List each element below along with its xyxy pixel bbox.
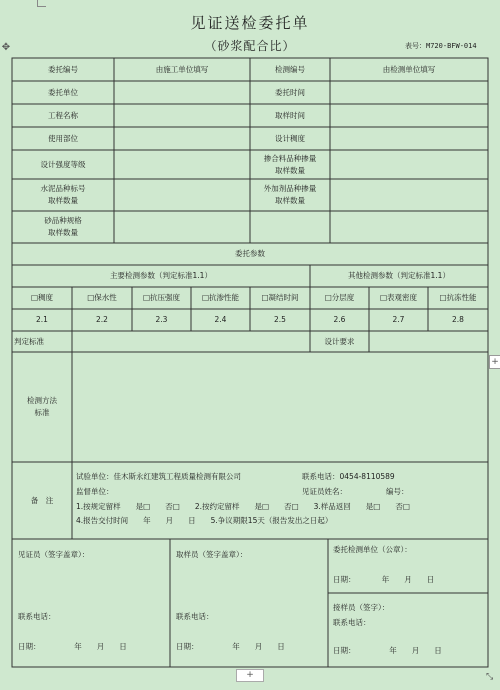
form-subtitle: （砂浆配合比）: [204, 39, 296, 53]
param-code: 2.8: [452, 315, 464, 324]
add-row-plus-icon[interactable]: +: [489, 355, 500, 369]
label-additive-group: [250, 179, 330, 211]
label-cement-sample-qty: 取样数量: [48, 196, 78, 205]
label-test-method: [12, 352, 72, 462]
main-params-group: 主要检测参数（判定标准1.1）: [110, 271, 212, 280]
field-additive[interactable]: [330, 179, 488, 211]
param-checkbox-compressive-strength[interactable]: □抗压强度: [142, 293, 181, 302]
field-criteria[interactable]: [72, 331, 310, 352]
table-move-handle-icon[interactable]: ✥: [1, 42, 11, 53]
label-design-requirement: 设计要求: [324, 336, 355, 346]
notes-witness-no: 编号：: [386, 487, 409, 496]
field-client-unit[interactable]: [114, 81, 250, 104]
param-code: 2.5: [274, 315, 286, 324]
params-heading: 委托参数: [235, 249, 265, 258]
sig-witness-label: 见证员（签字盖章）：: [18, 550, 90, 559]
label-admixture-sample-qty: 取样数量: [275, 165, 305, 175]
label-commission-no: 委托编号: [48, 64, 78, 74]
sig-sampler-phone: 联系电话：: [176, 612, 214, 621]
label-additive-type: 外加剂品种掺量: [263, 184, 317, 193]
sig-client-date: 日期： 年 月 日: [333, 575, 435, 584]
form-title: 见证送检委托单: [190, 14, 310, 32]
param-checkbox-frost-resistance[interactable]: □抗冻性能: [439, 293, 477, 302]
label-sand-group: [12, 211, 114, 243]
notes-lab-name: 试验单位：佳木斯永红建筑工程质量检测有限公司: [76, 472, 241, 481]
field-commission-time[interactable]: [330, 81, 488, 104]
sig-receiver-phone: 联系电话：: [333, 618, 371, 627]
label-sand-sample-qty: 取样数量: [48, 228, 78, 237]
notes-supervision-unit: 监督单位：: [76, 487, 114, 496]
field-empty-r7d[interactable]: [330, 211, 488, 243]
param-code: 2.3: [155, 315, 168, 324]
label-cement-group: [12, 179, 114, 211]
label-commission-time: 委托时间: [275, 87, 305, 97]
label-admixture-type: 掺合料品种掺量: [263, 153, 317, 163]
label-sampling-time: 取样时间: [275, 110, 305, 120]
param-checkbox-consistency[interactable]: □稠度: [30, 293, 54, 302]
label-additive-sample-qty: 取样数量: [275, 196, 305, 205]
add-table-row-plus-icon[interactable]: +: [236, 669, 264, 682]
param-code: 2.7: [392, 315, 405, 324]
label-client-unit: 委托单位: [48, 87, 78, 97]
hint-filled-by-lab[interactable]: 由检测单位填写: [382, 64, 436, 74]
other-params-group: 其他检测参数（判定标准1.1）: [348, 271, 450, 280]
label-test-method-line2: 标准: [34, 408, 50, 417]
sig-sampler-date: 日期： 年 月 日: [176, 642, 285, 651]
param-code: 2.2: [96, 315, 108, 324]
sig-sampler-label: 取样员（签字盖章）：: [176, 550, 248, 559]
notes-witness-name: 见证员姓名：: [302, 487, 347, 496]
label-admixture-group: [250, 150, 330, 179]
sig-receiver-date: 日期： 年 月 日: [333, 646, 442, 655]
param-checkbox-impermeability[interactable]: □抗渗性能: [201, 293, 240, 302]
label-test-no: 检测编号: [275, 64, 305, 74]
label-design-consistency: 设计稠度: [275, 133, 305, 143]
label-remarks: 备 注: [30, 495, 54, 505]
field-admixture[interactable]: [330, 150, 488, 179]
param-code: 2.4: [214, 315, 227, 324]
notes-report-time: 4.报告交付时间 年 月 日 5.争议期限15天（报告发出之日起）: [76, 516, 333, 525]
field-design-strength-grade[interactable]: [114, 150, 250, 179]
notes-lab-phone: 联系电话：0454-8110589: [302, 472, 395, 481]
sig-receiver-label: 接样员（签字）：: [333, 603, 390, 612]
label-design-strength-grade: 设计强度等级: [40, 159, 86, 169]
param-code: 2.1: [36, 315, 48, 324]
param-checkbox-apparent-density[interactable]: □表观密度: [379, 293, 418, 302]
label-cement-type: 水泥品种标号: [40, 184, 86, 193]
field-empty-r7c[interactable]: [250, 211, 330, 243]
label-sand-spec: 砂品种规格: [44, 216, 82, 225]
field-design-consistency[interactable]: [330, 127, 488, 150]
sig-witness-date: 日期： 年 月 日: [18, 642, 127, 651]
label-usage-location: 使用部位: [48, 133, 78, 143]
field-sand[interactable]: [114, 211, 250, 243]
param-checkbox-water-retention[interactable]: □保水性: [87, 293, 117, 302]
hint-filled-by-contractor[interactable]: 由施工单位填写: [155, 64, 209, 74]
field-design-requirement[interactable]: [369, 331, 488, 352]
form-number: 表号：M720-BFW-014: [405, 42, 477, 50]
param-checkbox-layering[interactable]: □分层度: [324, 293, 355, 302]
label-test-method-line1: 检测方法: [27, 396, 57, 405]
param-code: 2.6: [333, 315, 346, 324]
table-resize-handle-icon[interactable]: ⤡: [486, 672, 494, 682]
label-criteria: 判定标准: [14, 336, 44, 346]
notes-sample-options[interactable]: 1.按规定留样 是□ 否□ 2.按约定留样 是□ 否□ 3.样品返回 是□ 否□: [76, 502, 410, 511]
field-usage-location[interactable]: [114, 127, 250, 150]
param-checkbox-setting-time[interactable]: □凝结时间: [261, 293, 299, 302]
field-test-method[interactable]: [72, 352, 488, 462]
sig-witness-phone: 联系电话：: [18, 612, 56, 621]
label-project-name: 工程名称: [48, 110, 78, 120]
sig-client-label: 委托检测单位（公章）：: [333, 545, 412, 554]
field-project-name[interactable]: [114, 104, 250, 127]
field-cement[interactable]: [114, 179, 250, 211]
field-sampling-time[interactable]: [330, 104, 488, 127]
